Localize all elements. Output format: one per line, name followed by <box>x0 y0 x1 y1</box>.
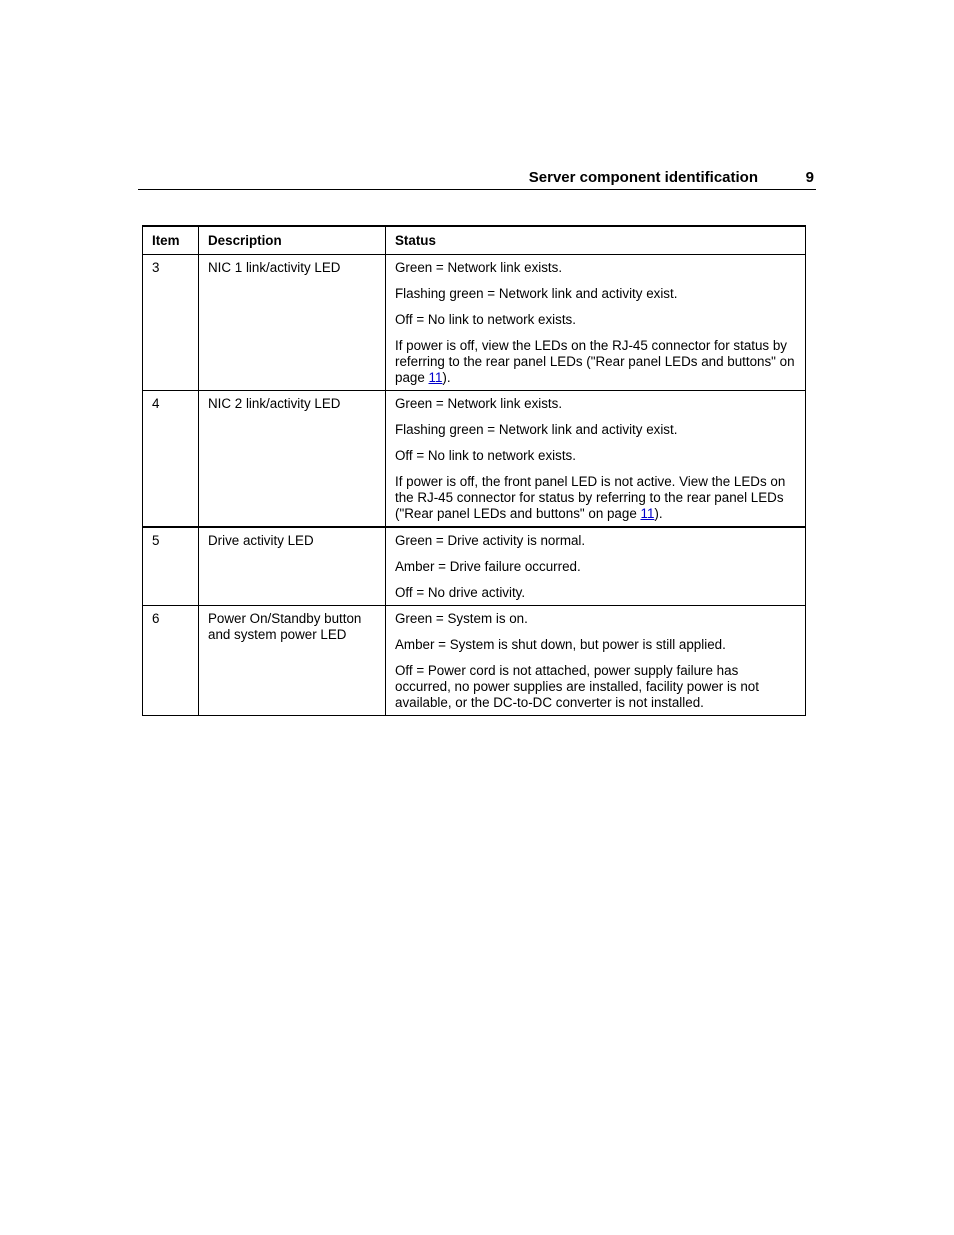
note-text: If power is off, the front panel LED is not active. View the LEDs on the RJ-45 connector for status by referring to the rear panel LEDs ("Rear panel LEDs and buttons" on page <box>395 474 786 521</box>
status-line: Green = System is on. <box>395 611 528 626</box>
status-line: Off = Power cord is not attached, power supply failure has occurred, no power supplies are installed, facility power is not available, or the DC-to-DC converter is not installed. <box>395 663 759 710</box>
table-header-row <box>143 226 806 255</box>
status-cell <box>386 606 806 716</box>
item-cell: 4 <box>143 391 199 528</box>
page-number: 9 <box>805 169 814 186</box>
item-cell: 3 <box>143 255 199 391</box>
status-line: Off = No link to network exists. <box>395 312 576 327</box>
status-cell <box>386 527 806 606</box>
page-reference-link[interactable]: 11 <box>640 506 655 521</box>
status-line: Flashing green = Network link and activity exist. <box>395 286 678 301</box>
description-cell: NIC 1 link/activity LED <box>199 255 386 391</box>
status-line: Flashing green = Network link and activity exist. <box>395 422 678 437</box>
header-title: Server component identification <box>528 169 758 186</box>
description-cell: Power On/Standby button and system power LED <box>199 606 386 716</box>
status-line: Off = No drive activity. <box>395 585 526 600</box>
table-row <box>143 255 806 391</box>
status-note <box>395 474 796 522</box>
item-cell: 5 <box>143 527 199 606</box>
note-text-end: ). <box>442 370 451 385</box>
status-line: Green = Network link exists. <box>395 396 563 411</box>
table-row <box>143 606 806 716</box>
status-line: Green = Network link exists. <box>395 260 563 275</box>
led-status-table <box>142 225 806 716</box>
status-line: Off = No link to network exists. <box>395 448 576 463</box>
note-text: If power is off, view the LEDs on the RJ-45 connector for status by referring to the rear panel LEDs ("Rear panel LEDs and buttons" on page <box>395 338 795 385</box>
description-cell: Drive activity LED <box>199 527 386 606</box>
table-row <box>143 391 806 528</box>
page-reference-link[interactable]: 11 <box>428 370 443 385</box>
running-header <box>138 168 816 190</box>
status-line: Amber = Drive failure occurred. <box>395 559 581 574</box>
description-cell: NIC 2 link/activity LED <box>199 391 386 528</box>
table-row <box>143 527 806 606</box>
status-cell <box>386 255 806 391</box>
column-header-status: Status <box>386 226 806 255</box>
item-cell: 6 <box>143 606 199 716</box>
column-header-item: Item <box>143 226 199 255</box>
status-line: Amber = System is shut down, but power is still applied. <box>395 637 726 652</box>
column-header-description: Description <box>199 226 386 255</box>
status-cell <box>386 391 806 528</box>
status-note <box>395 338 796 386</box>
status-line: Green = Drive activity is normal. <box>395 533 586 548</box>
note-text-end: ). <box>654 506 663 521</box>
